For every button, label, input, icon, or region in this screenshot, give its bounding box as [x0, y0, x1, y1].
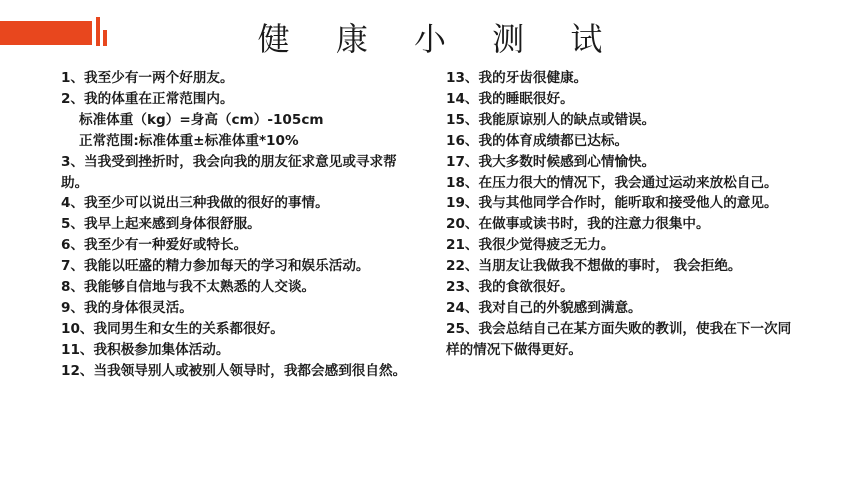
list-item: 24、我对自己的外貌感到满意。	[446, 299, 642, 316]
formula-line: 正常范围:标准体重±标准体重*10%	[79, 132, 299, 149]
list-item: 18、在压力很大的情况下，我会通过运动来放松自己。	[446, 174, 778, 191]
list-item: 25、我会总结自己在某方面失败的教训，使我在下一次同样的情况下做得更好。	[446, 320, 792, 358]
list-item: 17、我大多数时候感到心情愉快。	[446, 153, 656, 170]
list-item: 22、当朋友让我做我不想做的事时， 我会拒绝。	[446, 258, 742, 275]
left-column	[61, 68, 411, 382]
formula-line: 标准体重（kg）=身高（cm）-105cm	[79, 111, 324, 128]
list-item: 20、在做事或读书时，我的注意力很集中。	[446, 216, 710, 233]
list-item: 4、我至少可以说出三种我做的很好的事情。	[61, 195, 329, 212]
list-item: 8、我能够自信地与我不太熟悉的人交谈。	[61, 279, 316, 296]
page-title: 健 康 小 测 试	[257, 20, 621, 58]
list-item: 16、我的体育成绩都已达标。	[446, 132, 629, 149]
list-item: 5、我早上起来感到身体很舒服。	[61, 216, 261, 233]
list-item: 21、我很少觉得疲乏无力。	[446, 237, 615, 254]
list-item: 6、我至少有一种爱好或特长。	[61, 237, 248, 254]
list-item: 3、当我受到挫折时，我会向我的朋友征求意见或寻求帮助。	[61, 153, 397, 191]
list-item: 15、我能原谅别人的缺点或错误。	[446, 111, 656, 128]
list-item: 13、我的牙齿很健康。	[446, 70, 588, 86]
list-item: 14、我的睡眠很好。	[446, 90, 574, 107]
list-item: 11、我积极参加集体活动。	[61, 341, 230, 358]
list-item: 12、当我领导别人或被别人领导时，我都会感到很自然。	[61, 362, 407, 379]
list-item: 7、我能以旺盛的精力参加每天的学习和娱乐活动。	[61, 258, 370, 275]
list-item: 10、我同男生和女生的关系都很好。	[61, 320, 284, 337]
list-item: 1、我至少有一两个好朋友。	[61, 70, 234, 86]
list-item: 9、我的身体很灵活。	[61, 299, 193, 316]
list-item: 2、我的体重在正常范围内。	[61, 90, 234, 107]
right-column	[446, 68, 796, 361]
list-item: 19、我与其他同学合作时，能听取和接受他人的意见。	[446, 195, 778, 212]
list-item: 23、我的食欲很好。	[446, 279, 574, 296]
